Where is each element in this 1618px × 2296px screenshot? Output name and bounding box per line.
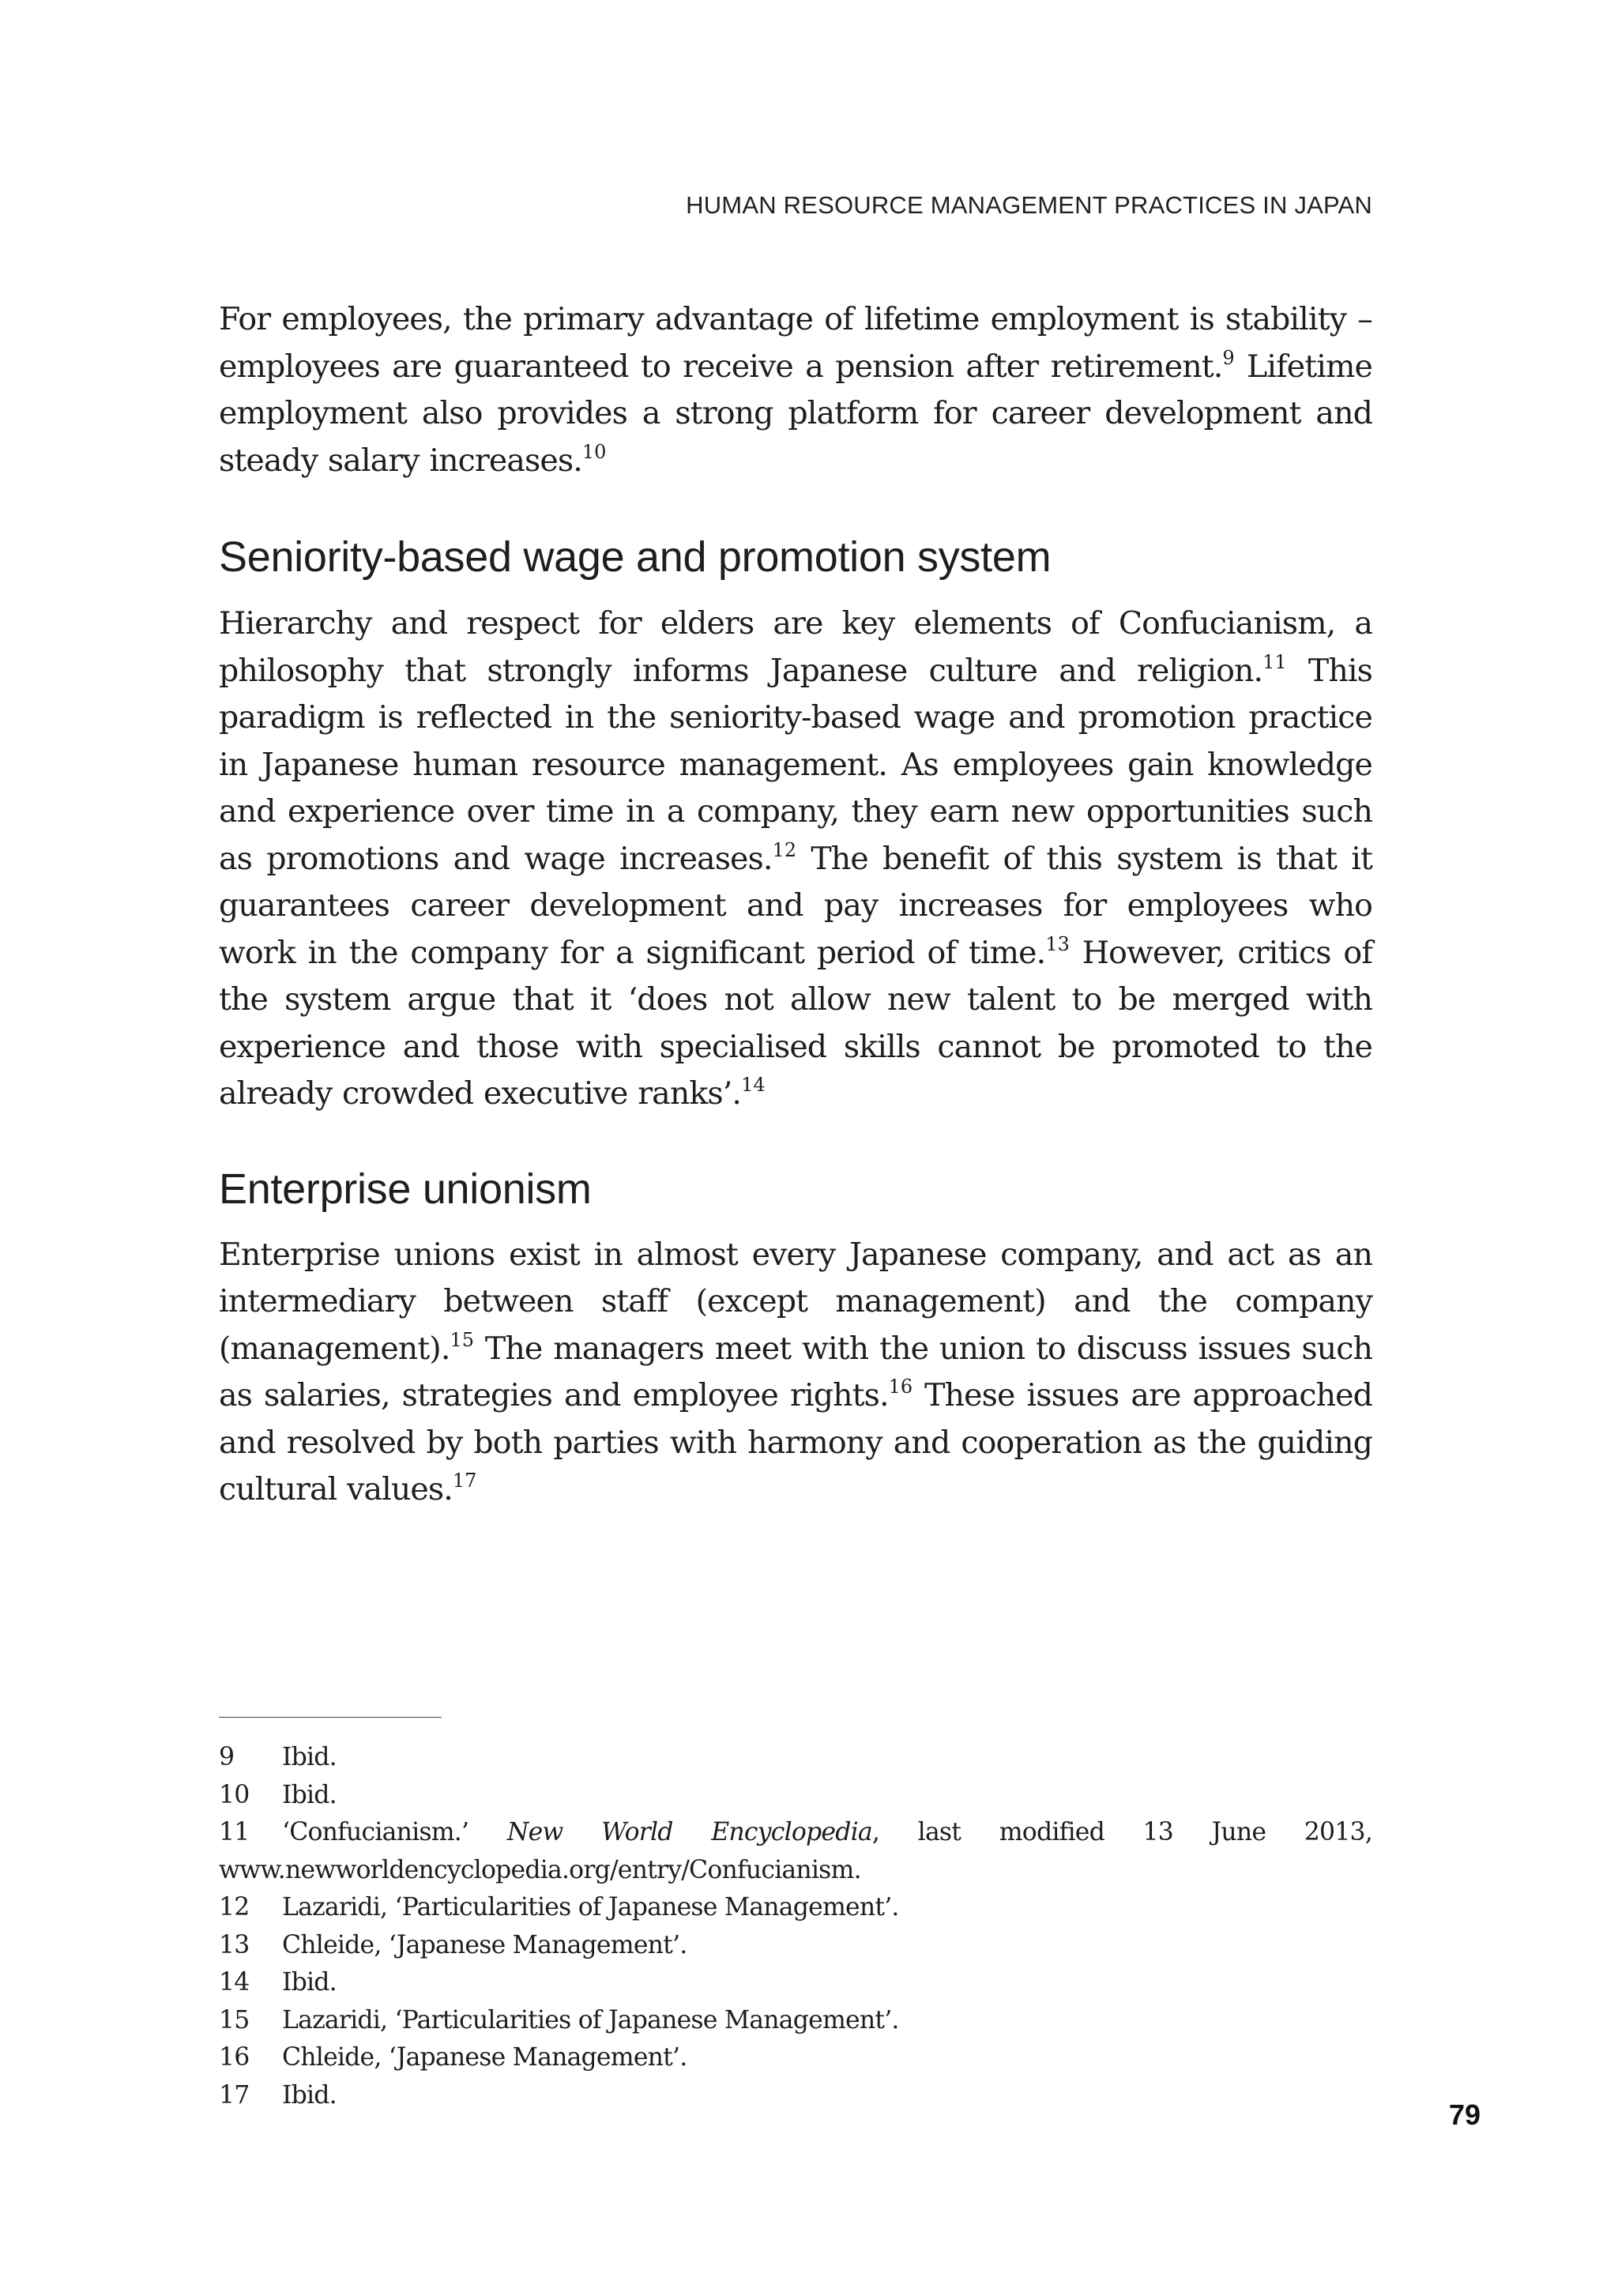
footnote-text: ‘Confucianism.’ xyxy=(282,1818,507,1846)
footnote-text: Chleide, ‘Japanese Management’. xyxy=(282,2043,687,2072)
sentence: Lifetime employment also provides a strong platform for career development and steady salary increases. xyxy=(219,348,1372,479)
footnote-text: Ibid. xyxy=(282,2080,337,2110)
running-header: HUMAN RESOURCE MANAGEMENT PRACTICES IN JAPAN xyxy=(686,191,1372,219)
sentence: This paradigm is reflected in the seniority-based wage and promotion practice in Japanese human resource management. As employees gain knowledge and experience over time in a company, they earn new opportunities such as promotions and wage increases. xyxy=(219,652,1372,877)
section-heading-seniority: Seniority-based wage and promotion system xyxy=(219,533,1052,581)
footnote-text: Ibid. xyxy=(282,1743,337,1771)
footnote-ref-15[interactable]: 15 xyxy=(450,1328,475,1351)
footnote-ref-12[interactable]: 12 xyxy=(772,838,797,861)
footnote-ref-17[interactable]: 17 xyxy=(452,1470,477,1492)
footnote-10 xyxy=(219,1777,1372,1815)
footnote-number: 16 xyxy=(219,2043,250,2072)
footnote-ref-10[interactable]: 10 xyxy=(581,440,607,463)
footnote-ref-13[interactable]: 13 xyxy=(1045,932,1070,955)
section-heading-enterprise-unionism: Enterprise unionism xyxy=(219,1165,592,1213)
footnote-12 xyxy=(219,1889,1372,1927)
footnote-16 xyxy=(219,2039,1372,2077)
footnote-ref-14[interactable]: 14 xyxy=(741,1074,766,1096)
sentence: However, critics of the system argue that it ‘does not allow new talent to be merged with experience and those with specialised skills cannot be promoted to the already crowded executive ranks’. xyxy=(219,934,1373,1112)
sentence: These issues are approached and resolved by both parties with harmony and cooperation as the guiding cultural values. xyxy=(219,1377,1372,1507)
paragraph-seniority xyxy=(219,600,1372,1118)
footnote-number: 12 xyxy=(219,1893,250,1921)
footnote-number: 17 xyxy=(219,2080,250,2110)
footnote-ref-16[interactable]: 16 xyxy=(888,1376,913,1398)
footnote-11 xyxy=(219,1814,1372,1889)
footnote-text[interactable]: , last modified 13 June 2013, www.newworldencyclopedia.org/entry/Confucianism. xyxy=(219,1818,1372,1884)
footnote-number: 11 xyxy=(219,1818,250,1846)
body-text xyxy=(219,296,1372,1514)
sentence: Hierarchy and respect for elders are key elements of Confucianism, a philosophy that strongly informs Japanese culture and religion. xyxy=(219,605,1372,689)
footnote-number: 14 xyxy=(219,1968,250,1997)
footnote-9 xyxy=(219,1739,1372,1777)
footnote-number: 15 xyxy=(219,2005,250,2034)
footnote-ref-9[interactable]: 9 xyxy=(1222,346,1235,369)
footnote-ref-11[interactable]: 11 xyxy=(1262,650,1287,673)
paragraph-enterprise-unionism xyxy=(219,1232,1372,1514)
sentence: The benefit of this system is that it guarantees career development and pay increases for employees who work in the company for a significant period of time. xyxy=(219,840,1372,971)
paragraph-lifetime-employment xyxy=(219,296,1372,484)
sentence: For employees, the primary advantage of lifetime employment is stability – employees are guaranteed to receive a pension after retirement. xyxy=(219,301,1372,385)
footnote-text: Lazaridi, ‘Particularities of Japanese Management’. xyxy=(282,2005,899,2034)
footnotes xyxy=(219,1739,1372,2114)
footnote-text: Ibid. xyxy=(282,1968,337,1997)
footnote-number: 9 xyxy=(219,1743,235,1771)
footnote-17 xyxy=(219,2077,1372,2115)
page-number: 79 xyxy=(1448,2098,1481,2131)
footnote-15 xyxy=(219,2002,1372,2040)
sentence: The managers meet with the union to discuss issues such as salaries, strategies and employee rights. xyxy=(219,1330,1372,1413)
footnote-14 xyxy=(219,1964,1372,2002)
footnote-source-title: New World Encyclopedia xyxy=(506,1818,872,1846)
footnote-text: Chleide, ‘Japanese Management’. xyxy=(282,1930,687,1959)
footnote-number: 10 xyxy=(219,1780,250,1809)
footnote-text: Lazaridi, ‘Particularities of Japanese Management’. xyxy=(282,1893,899,1921)
footnote-separator xyxy=(219,1717,442,1718)
sentence: Enterprise unions exist in almost every Japanese company, and act as an intermediary between staff (except management) and the company (management). xyxy=(219,1236,1372,1367)
footnote-number: 13 xyxy=(219,1930,250,1959)
footnote-13 xyxy=(219,1927,1372,1965)
footnote-text: Ibid. xyxy=(282,1780,337,1809)
